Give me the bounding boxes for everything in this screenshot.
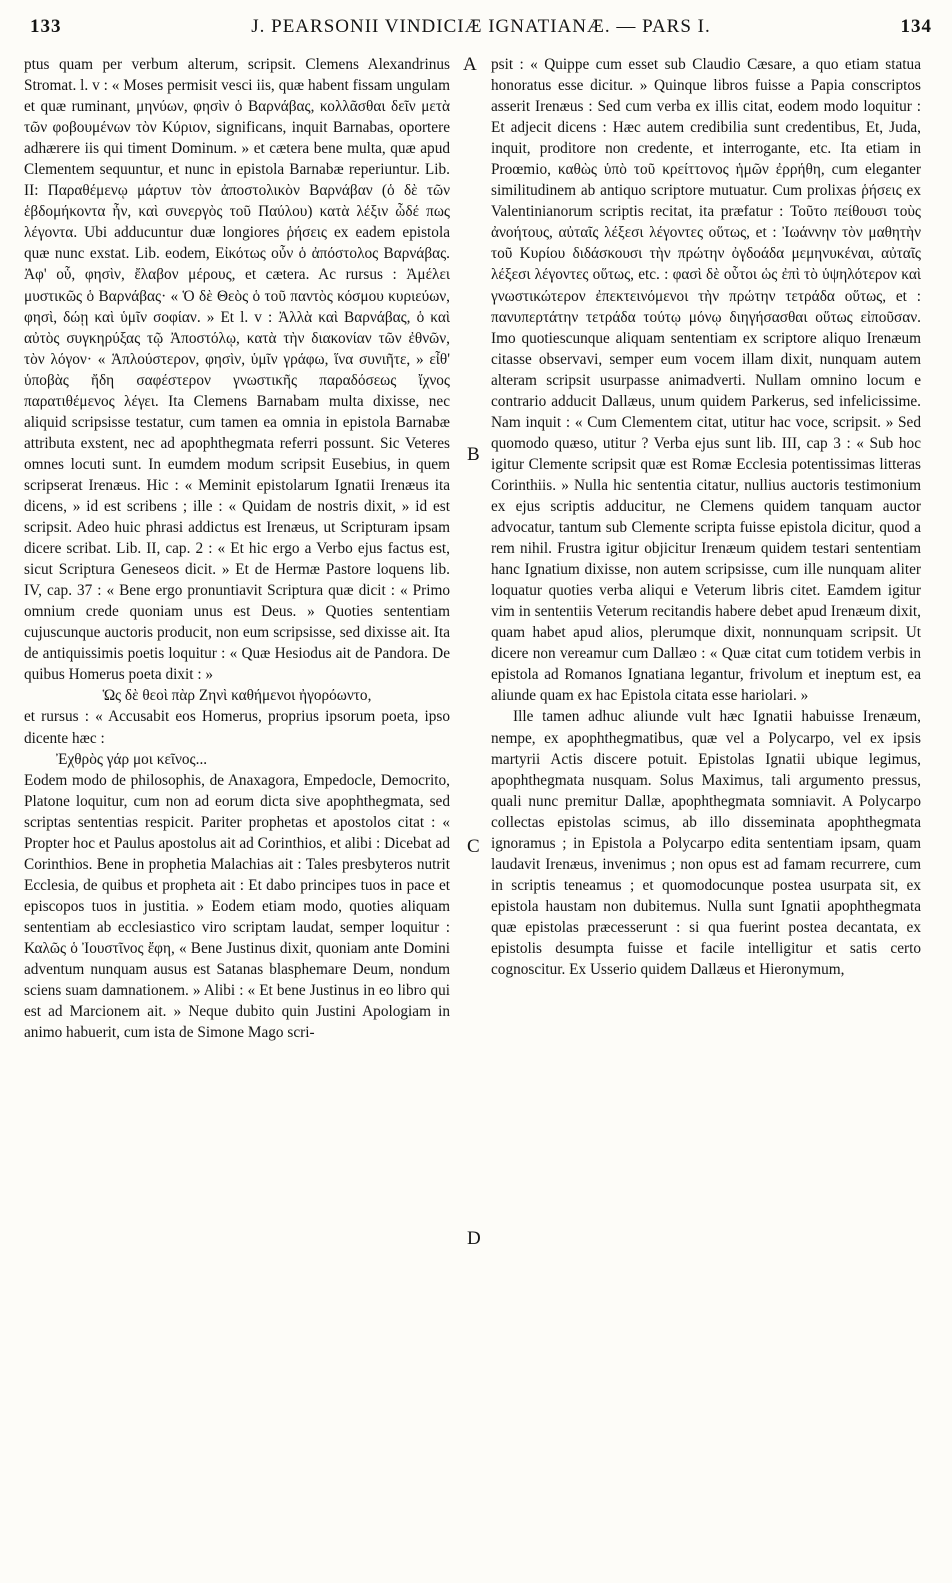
page-number-right: 134 [900,16,932,37]
paragraph: et rursus : « Accusabit eos Homerus, proprius ipsorum poeta, ipso dicente hæc : [24,708,450,747]
page-number-left: 133 [30,16,62,37]
running-title: J. PEARSONII VINDICIÆ IGNATIANÆ. — PARS I. [251,16,711,37]
section-marker-a: A [463,54,477,75]
running-header [30,16,932,44]
greek-verse-line: Ἐχθρὸς γάρ μοι κεῖνος... [56,750,208,768]
paragraph: psit : « Quippe cum esset sub Claudio Cæsare, a quo etiam statua honoratus esse dicitur. » Quinque libros fuisse a Papia conscriptos asserit Irenæus : Sed cum verba ex illis citat, eodem modo loquitur : Et adjecit dicens : Hæc autem credibilia sunt credentibus, Et, Juda, inquit, proditore non credente, et interrogante, etc. Ita etiam in Proœmio, καθὼς ὑπὸ τοῦ κρείττονος ἡμῶν ἐρρήθη, cum eleganter similitudinem ab antiquo scriptore mutuatur. Cum prolixas ῥήσεις ex Valentinianorum scriptis recitat, ita præfatur : Τοῦτο πείθουσι τοὺς ἀνοήτους, αὐταῖς λέξεσι λέγοντες οὕτως, et : Ἰωάννην τὸν μαθητὴν τοῦ Κυρίου διδάσκουσι τὴν πρώτην ὀγδοάδα μεμηνυκέναι, αὐταῖς λέξεσι λέγοντες οὕτως, etc. : φασὶ δὲ οὗτοι ὡς ἐπὶ τὸ ὑψηλότερον καὶ γνωστικώτερον ἐπεκτεινόμενοι τὴν πρώτην τετράδα οὕτως, et : πανυπερτάτην τετράδα τούτῳ μόνῳ διηγήσασθαι οὕτως εἰποῦσαν. Imo quotiescunque aliquam sententiam ex scriptore aliquo Irenæum citasse observavi, semper eum vocem illam dixit, nunquam autem alteram scripsit usurpasse animadverti. Nullam omnino locum e contrario adducit Dallæus, unum quidem Parkerus, sed infelicissime. Nam inquit : « Cum Clementem citat, utitur hac voce, scripsit. » Sed quomodo quæso, utitur ? Verba ejus sunt lib. III, cap 3 : « Sub hoc igitur Clemente scripsit quæ est Romæ Ecclesia potentissimas litteras Corinthiis. » Nulla hic sententia citatur, nullius auctoris testimonium ex ejus scriptis adducitur, ne Clemens quidem tanquam auctor advocatur, tantum sub Clemente scripta fuisse epistola dicitur, quod a rem nihil. Frustra igitur objicitur Irenæum quidem testari sententiam hanc Ignatium dixisse, non autem scripsisse, cum ille nunquam aliter loquatur quoties verba aliqui e Veterum libris citet. Eamdem igitur vim in sententiis Veterum recitandis habere debet apud Irenæum dixit, quam habet apud alios, plerumque dixit, nonnunquam scripsit. Ut dicere non vereamur cum Dallæo : « Quæ citat cum totidem verbis in epistola ad Romanos Ignatiana legantur, frivolum et ineptum est, ea aliunde quam ex hac Epistola citata esse hariolari. » [491,56,921,705]
section-marker-d: D [467,1228,481,1249]
paragraph: Ille tamen adhuc aliunde vult hæc Ignatii habuisse Irenæum, nempe, ex apophthegmatibus, quæ vel a Polycarpo, vel ex ipsis martyrii Actis discere potuit. Epistolas Ignatii ubique legimus, apophthegmata nusquam. Solus Maximus, tali argumento pressus, quali nunc premitur Dallæ, apophthegmata somniavit. A Polycarpo collectas epistolas scimus, ab illo disseminata apophthegmata ignoramus ; in Epistola a Polycarpo edita sententiam ipsam, quam laudavit Irenæus, invenimus ; non opus est ad famam recurrere, cum in scriptis teneamus ; et quomodocunque postea usurpata sit, ex epistola haustam non dubitemus. Nulla sunt Ignatii apophthegmata quæ epistolas præcesserunt : si qua fuerint postea decantata, ex epistolis desumpta fuisse et facile intelligitur et satis certo cognoscitur. Ex Usserio quidem Dallæus et Hieronymum, [491,708,921,979]
greek-verse-line: Ὡς δὲ θεοὶ πὰρ Ζηνὶ καθήμενοι ἠγορόωντο, [102,687,372,705]
paragraph: ptus quam per verbum alterum, scripsit. Clemens Alexandrinus Stromat. l. v : « Moses permisit vesci iis, quæ habent fissam ungulam et quæ ruminant, μηνύων, φησὶν ὁ Βαρνάβας, κολλᾶσθαι δεῖν μετὰ τῶν φοβουμένων τὸν Κύριον, significans, inquit Barnabas, oportere adhærere iis qui timent Dominum. » et cætera bene multa, quæ apud Clementem sequuntur, et nunc in epistola Barnabæ reperiuntur. Lib. II: Παραθέμενῳ μάρτυν τὸν ἀποστολικὸν Βαρνάβαν (ὁ δὲ τῶν ἑβδομήκοντα ἦν, καὶ συνεργὸς τοῦ Παύλου) κατὰ λέξιν ὧδέ πως λέγοντα. Ubi adducuntur duæ longiores ῥήσεις ex eadem epistola quæ nunc exstat. Lib. eodem, Εἰκότως οὖν ὁ ἀπόστολος Βαρνάβας. Ἀφ' οὗ, φησὶν, ἔλαβον μέρους, et cætera. Ac rursus : Ἀμέλει μυστικῶς ὁ Βαρνάβας· « Ὁ δὲ Θεὸς ὁ τοῦ παντὸς κόσμου κυριεύων, φησὶ, δώῃ καὶ ὑμῖν σοφίαν. » Et l. v : Ἀλλὰ καὶ Βαρνάβας, ὁ καὶ αὐτὸς συγκηρύξας τῷ Ἀποστόλῳ, κατὰ τὴν διακονίαν τῶν ἐθνῶν, τὸν λόγον· « Ἁπλούστερον, φησὶν, ὑμῖν γράφω, ἵνα συνιῆτε, » εἶθ' ὑποβὰς ἤδη σαφέστερον γνωστικῆς παραδόσεως ἴχνος παρατιθέμενος λέγει. Ita Clemens Barnabam multa dixisse, nec aliquid scripsisse testatur, cum tamen ea omnia in epistola Barnabæ attributa exstent, nec ad apophthegmata referri possunt. Sic Veteres omnes locuti sunt. In eumdem modum scripsit Eusebius, in quem scripserat Irenæus. Hic : « Meminit epistolarum Ignatii Irenæus ita dicens, » id est scribens ; ille : « Quidam de nostris dixit, » id est scripsit. Adeo huic phrasi addictus est Irenæus, ut Scripturam ipsam dicere scribat. Lib. II, cap. 2 : « Et hic ergo a Verbo ejus factus est, sicut Scriptura Geneseos dicit. » Et de Hermæ Pastore loquens lib. IV, cap. 37 : « Bene ergo pronuntiavit Scriptura quæ dicit : « Primo omnium crede quoniam unus est Deus. » Quoties sententiam cujuscunque auctoris producit, non eum scripsisse, sed dixisse ait. Ita de antiquissimis poetis loquitur : « Quæ Hesiodus ait de Pandora. De quibus Homerus poeta dixit : » [24,56,450,684]
left-column [24,54,450,1043]
right-column [491,54,921,980]
section-marker-b: B [467,444,480,465]
paragraph: Eodem modo de philosophis, de Anaxagora, Empedocle, Democrito, Platone loquitur, cum non ad eorum dicta sive apophthegmata, sed scriptas sententias respicit. Pariter prophetas et apostolos citat : « Propter hoc et Paulus apostolus ait ad Corinthios, et alibi : Dicebat ad Corinthios. Bene in prophetia Malachias ait : Tales presbyteros nutrit Ecclesia, de quibus et propheta ait : Et dabo principes tuos in pace et episcopos tuos in justitia. » Eodem etiam modo, quoties aliquam sententiam ab ecclesiastico viro scriptam laudat, semper loquitur : Καλῶς ὁ Ἰουστῖνος ἔφη, « Bene Justinus dixit, quoniam ante Domini adventum nunquam ausus est Satanas blasphemare Deum, nondum sciens suam damnationem. » Alibi : « Et bene Justinus in eo libro qui est ad Marcionem ait. » Neque dubito quin Justini Apologiam in animo habuerit, cum ista de Simone Mago scri- [24,771,450,1042]
section-marker-c: C [467,836,480,857]
